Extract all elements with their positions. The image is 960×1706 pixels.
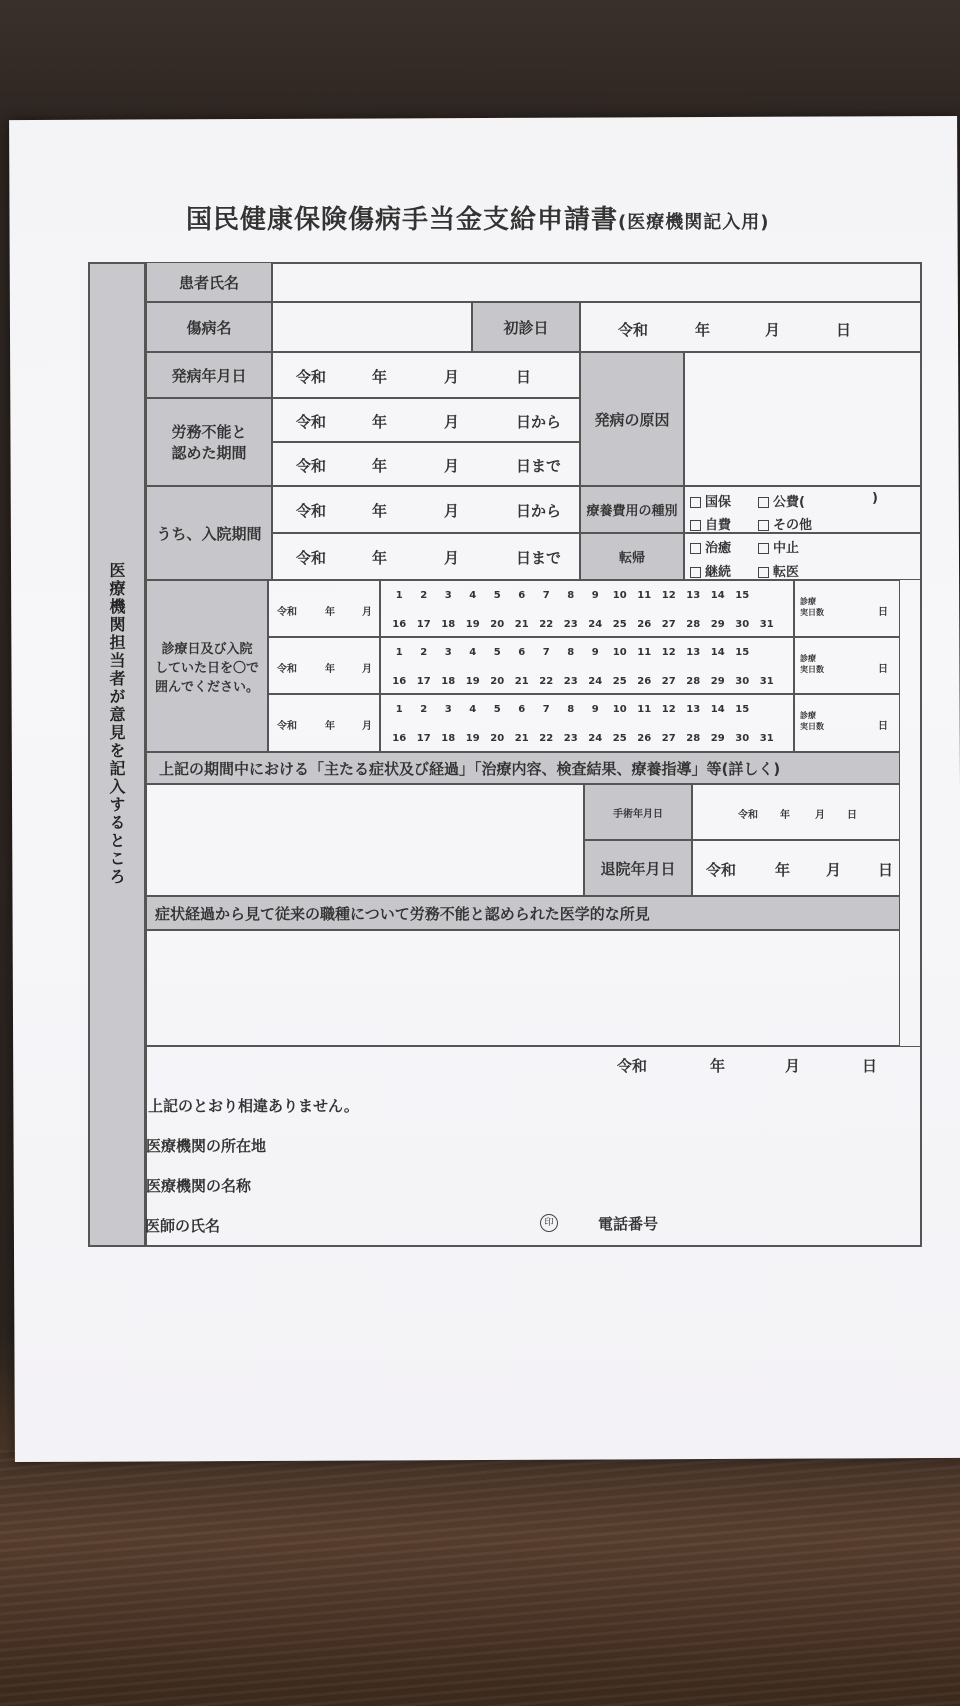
first-visit-year: 年 xyxy=(695,321,711,339)
calendar-day[interactable]: 18 xyxy=(441,676,456,687)
calendar-day[interactable]: 17 xyxy=(416,733,431,744)
calendar-day[interactable]: 27 xyxy=(661,733,676,744)
outcome-option-cured-label: 治癒 xyxy=(705,541,732,556)
calendar-day[interactable]: 28 xyxy=(686,676,701,687)
calendar-day[interactable]: 8 xyxy=(567,704,575,715)
calendar-day[interactable]: 2 xyxy=(420,704,428,715)
cal1-actual-day: 日 xyxy=(878,607,888,618)
calendar-day[interactable]: 26 xyxy=(637,733,652,744)
cost-option-close: ) xyxy=(872,491,878,506)
calendar-day[interactable]: 10 xyxy=(612,704,627,715)
calendar-day[interactable]: 7 xyxy=(542,704,550,715)
cost-option-kokuho-label: 国保 xyxy=(705,495,732,510)
no-discrepancy-text: 上記のとおり相違ありません。 xyxy=(148,1097,359,1115)
incapacity-period-label: 労務不能と 認めた期間 xyxy=(146,398,272,486)
first-visit-day: 日 xyxy=(836,321,852,339)
hosp-from-month: 月 xyxy=(444,502,460,520)
hosp-to-day: 日まで xyxy=(516,549,562,567)
patient-name-field[interactable] xyxy=(272,262,922,302)
calendar-day[interactable]: 31 xyxy=(759,676,774,687)
calendar-day[interactable]: 3 xyxy=(444,590,452,601)
calendar-day[interactable]: 1 xyxy=(395,590,403,601)
cost-option-kohi[interactable] xyxy=(758,491,805,510)
cal1-days-top xyxy=(387,590,755,601)
calendar-day[interactable]: 27 xyxy=(661,676,676,687)
surgery-date-field[interactable] xyxy=(692,784,900,840)
calendar-day[interactable]: 1 xyxy=(395,704,403,715)
cost-option-other[interactable] xyxy=(758,514,812,533)
calendar-day[interactable]: 24 xyxy=(588,676,603,687)
calendar-day[interactable]: 5 xyxy=(493,704,501,715)
desk-surface xyxy=(0,1450,960,1706)
calendar-day[interactable]: 11 xyxy=(637,647,652,658)
calendar-day[interactable]: 2 xyxy=(420,647,428,658)
calendar-day[interactable]: 16 xyxy=(392,619,407,630)
calendar-day[interactable]: 4 xyxy=(469,704,477,715)
calendar-day[interactable]: 25 xyxy=(612,733,627,744)
calendar-day[interactable]: 17 xyxy=(416,619,431,630)
calendar-day[interactable]: 14 xyxy=(710,704,725,715)
calendar-day[interactable]: 20 xyxy=(490,619,505,630)
sign-year: 年 xyxy=(710,1057,726,1075)
cal1-days-bottom xyxy=(387,619,779,630)
calendar-day[interactable]: 22 xyxy=(539,733,554,744)
cal3-days-top xyxy=(387,704,755,715)
cal2-days-bottom xyxy=(387,676,779,687)
cal3-year: 年 xyxy=(325,721,335,732)
calendar-day[interactable]: 11 xyxy=(637,704,652,715)
calendar-day[interactable]: 20 xyxy=(490,676,505,687)
incap-from-month: 月 xyxy=(444,413,460,431)
calendar-day[interactable]: 13 xyxy=(686,590,701,601)
calendar-day[interactable]: 10 xyxy=(612,647,627,658)
discharge-day: 日 xyxy=(878,861,894,879)
discharge-date-label: 退院年月日 xyxy=(584,840,692,896)
first-visit-month: 月 xyxy=(765,321,781,339)
calendar-day[interactable]: 6 xyxy=(518,647,526,658)
cal3-month: 月 xyxy=(362,721,372,732)
calendar-day[interactable]: 22 xyxy=(539,619,554,630)
outcome-option-continued[interactable] xyxy=(690,561,731,580)
cal2-days-top xyxy=(387,647,755,658)
cal1-month: 月 xyxy=(362,607,372,618)
calendar-day[interactable]: 5 xyxy=(493,590,501,601)
incap-to-month: 月 xyxy=(444,457,460,475)
incap-from-day: 日から xyxy=(516,413,562,431)
cal3-actual-label: 診療 実日数 xyxy=(800,711,824,731)
calendar-day[interactable]: 24 xyxy=(588,733,603,744)
incap-from-year: 年 xyxy=(372,413,388,431)
calendar-day[interactable]: 23 xyxy=(563,733,578,744)
incap-to-year: 年 xyxy=(372,457,388,475)
calendar-day[interactable]: 21 xyxy=(514,619,529,630)
calendar-day[interactable]: 6 xyxy=(518,704,526,715)
calendar-day[interactable]: 30 xyxy=(735,676,750,687)
calendar-day[interactable]: 28 xyxy=(686,619,701,630)
discharge-year: 年 xyxy=(775,861,791,879)
hosp-to-month: 月 xyxy=(444,549,460,567)
discharge-month: 月 xyxy=(826,861,842,879)
first-visit-era: 令和 xyxy=(618,321,649,339)
hosp-to-year: 年 xyxy=(372,549,388,567)
onset-era: 令和 xyxy=(296,368,327,386)
cost-option-kohi-label: 公費( xyxy=(773,495,805,510)
cal3-era: 令和 xyxy=(277,721,297,732)
facility-address-label: 医療機関の所在地 xyxy=(146,1137,267,1155)
calendar-day[interactable]: 8 xyxy=(567,590,575,601)
calendar-day[interactable]: 15 xyxy=(735,704,750,715)
outcome-option-stopped-label: 中止 xyxy=(773,541,800,556)
incap-from-era: 令和 xyxy=(296,413,327,431)
surgery-date-label: 手術年月日 xyxy=(584,784,692,840)
calendar-day[interactable]: 22 xyxy=(539,676,554,687)
calendar-day[interactable]: 13 xyxy=(686,647,701,658)
calendar-day[interactable]: 18 xyxy=(441,619,456,630)
hosp-from-day: 日から xyxy=(516,502,562,520)
calendar-day[interactable]: 20 xyxy=(490,733,505,744)
calendar-day[interactable]: 12 xyxy=(661,590,676,601)
calendar-day[interactable]: 8 xyxy=(567,647,575,658)
calendar-day[interactable]: 9 xyxy=(591,590,599,601)
calendar-day[interactable]: 10 xyxy=(612,590,627,601)
calendar-day[interactable]: 31 xyxy=(759,733,774,744)
onset-month: 月 xyxy=(444,368,460,386)
calendar-day[interactable]: 6 xyxy=(518,590,526,601)
discharge-era: 令和 xyxy=(706,861,737,879)
calendar-day[interactable]: 7 xyxy=(542,590,550,601)
calendar-day[interactable]: 4 xyxy=(469,590,477,601)
outcome-option-transferred[interactable] xyxy=(758,561,799,580)
surgery-year: 年 xyxy=(780,810,790,821)
calendar-day[interactable]: 30 xyxy=(735,733,750,744)
calendar-day[interactable]: 14 xyxy=(710,590,725,601)
injury-name-label: 傷病名 xyxy=(146,302,272,352)
doctor-name-label: 医師の氏名 xyxy=(145,1217,221,1235)
phone-label: 電話番号 xyxy=(598,1215,659,1233)
calendar-day[interactable]: 29 xyxy=(710,733,725,744)
calendar-day[interactable]: 3 xyxy=(444,704,452,715)
surgery-day: 日 xyxy=(847,810,857,821)
calendar-day[interactable]: 16 xyxy=(392,733,407,744)
calendar-day[interactable]: 15 xyxy=(735,590,750,601)
calendar-day[interactable]: 7 xyxy=(542,647,550,658)
calendar-day[interactable]: 29 xyxy=(710,676,725,687)
calendar-day[interactable]: 16 xyxy=(392,676,407,687)
medical-opinion-field[interactable] xyxy=(146,930,900,1046)
calendar-day[interactable]: 19 xyxy=(465,733,480,744)
surgery-era: 令和 xyxy=(738,810,758,821)
calendar-day[interactable]: 9 xyxy=(591,647,599,658)
calendar-day[interactable]: 1 xyxy=(395,647,403,658)
title-suffix: (医療機関記入用) xyxy=(618,212,770,233)
cost-option-jihi[interactable] xyxy=(690,514,731,533)
calendar-day[interactable]: 29 xyxy=(710,619,725,630)
outcome-label: 転帰 xyxy=(580,533,684,580)
cal1-year: 年 xyxy=(325,607,335,618)
calendar-day[interactable]: 17 xyxy=(416,676,431,687)
calendar-day[interactable]: 30 xyxy=(735,619,750,630)
calendar-day[interactable]: 3 xyxy=(444,647,452,658)
visit-days-label: 診療日及び入院 していた日を〇で 囲んでください。 xyxy=(146,580,268,752)
symptoms-header: 上記の期間中における「主たる症状及び経過」「治療内容、検査結果、療養指導」等(詳しく) xyxy=(146,752,900,784)
cause-field[interactable] xyxy=(684,352,922,486)
hospital-period-label: うち、入院期間 xyxy=(146,486,272,580)
cause-label: 発病の原因 xyxy=(580,352,684,486)
hosp-from-year: 年 xyxy=(372,502,388,520)
calendar-day[interactable]: 28 xyxy=(686,733,701,744)
sign-era: 令和 xyxy=(617,1057,648,1075)
calendar-day[interactable]: 26 xyxy=(637,676,652,687)
onset-year: 年 xyxy=(372,368,388,386)
cost-option-kokuho[interactable] xyxy=(690,491,731,510)
cost-type-label: 療養費用の種別 xyxy=(580,486,684,533)
calendar-day[interactable]: 11 xyxy=(637,590,652,601)
calendar-day[interactable]: 14 xyxy=(710,647,725,658)
cal3-actual-day: 日 xyxy=(878,721,888,732)
calendar-day[interactable]: 26 xyxy=(637,619,652,630)
calendar-day[interactable]: 23 xyxy=(563,619,578,630)
hosp-from-era: 令和 xyxy=(296,502,327,520)
incap-to-era: 令和 xyxy=(296,457,327,475)
cal1-era: 令和 xyxy=(277,607,297,618)
cal2-actual-label: 診療 実日数 xyxy=(800,654,824,674)
calendar-day[interactable]: 31 xyxy=(759,619,774,630)
calendar-day[interactable]: 19 xyxy=(465,676,480,687)
calendar-day[interactable]: 27 xyxy=(661,619,676,630)
form-title xyxy=(186,199,769,236)
incap-to-day: 日まで xyxy=(516,457,562,475)
sign-month: 月 xyxy=(785,1057,801,1075)
cal2-month: 月 xyxy=(362,664,372,675)
onset-date-label: 発病年月日 xyxy=(146,352,272,398)
title-text: 国民健康保険傷病手当金支給申請書 xyxy=(186,205,619,235)
cal1-actual-label: 診療 実日数 xyxy=(800,597,824,617)
calendar-day[interactable]: 18 xyxy=(441,733,456,744)
calendar-day[interactable]: 13 xyxy=(686,704,701,715)
calendar-day[interactable]: 25 xyxy=(612,676,627,687)
cal2-year: 年 xyxy=(325,664,335,675)
symptoms-field[interactable] xyxy=(146,784,584,896)
cost-option-jihi-label: 自費 xyxy=(705,518,732,533)
cost-option-other-label: その他 xyxy=(773,518,813,533)
patient-name-label: 患者氏名 xyxy=(146,262,272,302)
first-visit-label: 初診日 xyxy=(472,302,580,352)
hosp-to-era: 令和 xyxy=(296,549,327,567)
calendar-day[interactable]: 23 xyxy=(563,676,578,687)
outcome-option-transferred-label: 転医 xyxy=(773,565,800,580)
side-label: 医療機関担当者が意見を記入するところ xyxy=(107,562,126,886)
cal2-actual-day: 日 xyxy=(878,664,888,675)
outcome-option-cured[interactable] xyxy=(690,537,731,556)
calendar-day[interactable]: 12 xyxy=(661,647,676,658)
medical-opinion-header: 症状経過から見て従来の職種について労務不能と認められた医学的な所見 xyxy=(146,896,900,930)
sign-day: 日 xyxy=(862,1057,878,1075)
calendar-day[interactable]: 21 xyxy=(514,733,529,744)
cal2-era: 令和 xyxy=(277,664,297,675)
calendar-day[interactable]: 4 xyxy=(469,647,477,658)
surgery-month: 月 xyxy=(815,810,825,821)
calendar-day[interactable]: 21 xyxy=(514,676,529,687)
cal3-days-bottom xyxy=(387,733,779,744)
outcome-option-continued-label: 継続 xyxy=(705,565,732,580)
calendar-day[interactable]: 24 xyxy=(588,619,603,630)
calendar-day[interactable]: 5 xyxy=(493,647,501,658)
facility-name-label: 医療機関の名称 xyxy=(146,1177,252,1195)
calendar-day[interactable]: 2 xyxy=(420,590,428,601)
seal-icon: 印 xyxy=(540,1214,558,1232)
calendar-day[interactable]: 12 xyxy=(661,704,676,715)
outcome-option-stopped[interactable] xyxy=(758,537,799,556)
calendar-day[interactable]: 19 xyxy=(465,619,480,630)
calendar-day[interactable]: 15 xyxy=(735,647,750,658)
onset-day: 日 xyxy=(516,368,532,386)
calendar-day[interactable]: 25 xyxy=(612,619,627,630)
injury-name-field[interactable] xyxy=(272,302,472,352)
calendar-day[interactable]: 9 xyxy=(591,704,599,715)
